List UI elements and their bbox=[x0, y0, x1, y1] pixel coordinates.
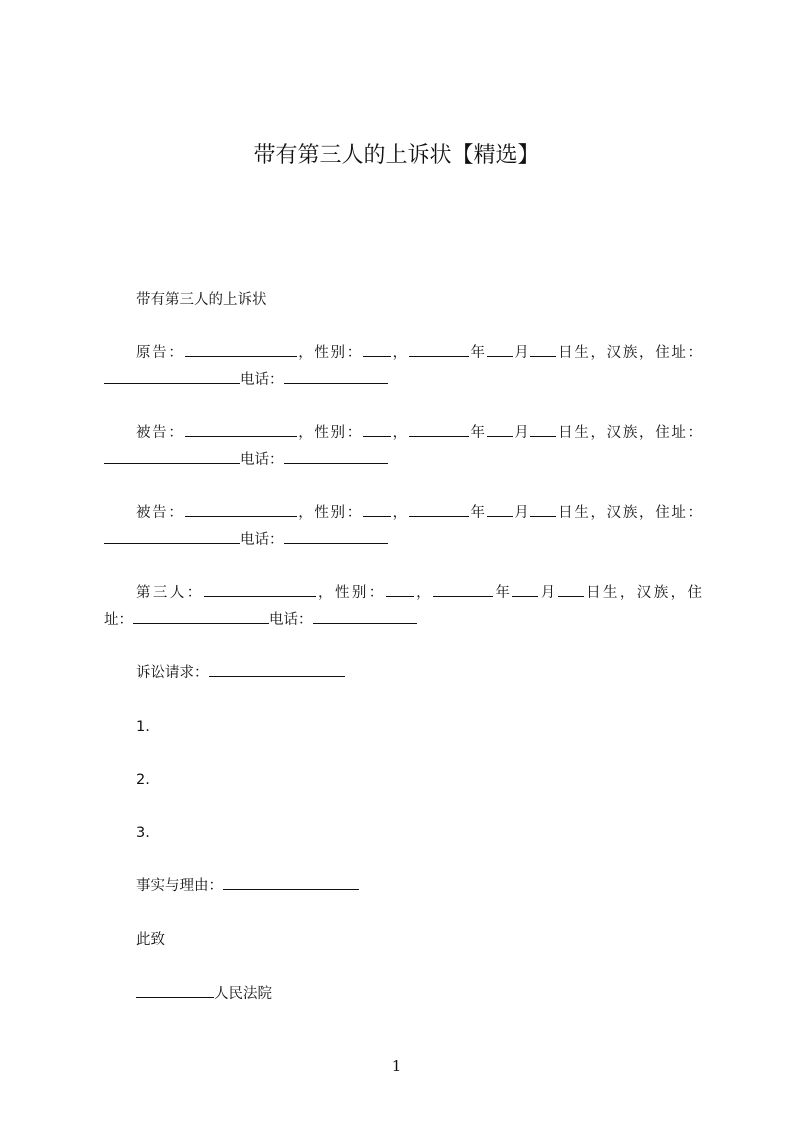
party-defendant-2 bbox=[104, 500, 702, 554]
court-line bbox=[104, 981, 702, 1008]
closing-line: 此致 bbox=[136, 932, 165, 948]
court-label: 人民法院 bbox=[214, 986, 272, 1002]
month-blank[interactable] bbox=[487, 344, 513, 357]
party-line-2 bbox=[104, 367, 702, 394]
separator: ， bbox=[390, 505, 409, 521]
name-blank[interactable] bbox=[204, 584, 316, 597]
address-blank[interactable] bbox=[104, 371, 240, 384]
document-title: 带有第三人的上诉状【精选】 bbox=[253, 143, 540, 168]
party-line-1 bbox=[104, 340, 702, 367]
day-blank[interactable] bbox=[530, 344, 556, 357]
gender-label: ，性别： bbox=[296, 425, 363, 441]
month-label: 月 bbox=[512, 505, 531, 521]
phone-blank[interactable] bbox=[284, 451, 388, 464]
claim-item-2: 2. bbox=[136, 772, 150, 788]
gender-label: ，性别： bbox=[296, 505, 363, 521]
claims-label: 诉讼请求： bbox=[136, 665, 209, 681]
phone-label: 电话： bbox=[240, 372, 284, 388]
address-blank[interactable] bbox=[104, 451, 240, 464]
claim-item-3: 3. bbox=[136, 825, 150, 841]
birth-address-label: 日生，汉族，住址： bbox=[556, 345, 703, 361]
name-blank[interactable] bbox=[185, 424, 297, 437]
phone-label: 电话： bbox=[269, 612, 313, 628]
birth-address-label: 日生，汉族，住 bbox=[583, 585, 703, 601]
name-blank[interactable] bbox=[185, 504, 297, 517]
party-defendant-1 bbox=[104, 420, 702, 474]
month-label: 月 bbox=[512, 425, 531, 441]
birth-address-label: 日生，汉族，住址： bbox=[556, 425, 703, 441]
month-blank[interactable] bbox=[512, 584, 538, 597]
year-label: 年 bbox=[468, 505, 487, 521]
year-label: 年 bbox=[468, 345, 487, 361]
party-plaintiff bbox=[104, 340, 702, 394]
facts-section bbox=[104, 873, 702, 900]
document-heading: 带有第三人的上诉状 bbox=[136, 292, 267, 308]
year-blank[interactable] bbox=[433, 584, 493, 597]
name-blank[interactable] bbox=[185, 344, 297, 357]
month-label: 月 bbox=[538, 585, 558, 601]
gender-blank[interactable] bbox=[363, 504, 391, 517]
birth-address-label: 日生，汉族，住址： bbox=[556, 505, 703, 521]
gender-label: ，性别： bbox=[315, 585, 386, 601]
month-label: 月 bbox=[512, 345, 531, 361]
separator: ， bbox=[390, 345, 409, 361]
separator: ， bbox=[413, 585, 434, 601]
gender-blank[interactable] bbox=[363, 344, 391, 357]
gender-blank[interactable] bbox=[386, 584, 414, 597]
facts-label: 事实与理由： bbox=[136, 878, 223, 894]
phone-blank[interactable] bbox=[313, 611, 417, 624]
party-line-1 bbox=[104, 500, 702, 527]
claim-item-1: 1. bbox=[136, 719, 150, 735]
claims-blank[interactable] bbox=[209, 664, 345, 677]
year-label: 年 bbox=[493, 585, 513, 601]
party-role: 原告： bbox=[136, 345, 185, 361]
address-blank[interactable] bbox=[104, 531, 240, 544]
phone-blank[interactable] bbox=[284, 371, 388, 384]
party-line-2 bbox=[104, 447, 702, 474]
phone-blank[interactable] bbox=[284, 531, 388, 544]
party-line-1 bbox=[104, 420, 702, 447]
day-blank[interactable] bbox=[530, 424, 556, 437]
phone-label: 电话： bbox=[240, 532, 284, 548]
day-blank[interactable] bbox=[530, 504, 556, 517]
year-blank[interactable] bbox=[409, 504, 469, 517]
facts-blank[interactable] bbox=[223, 877, 359, 890]
month-blank[interactable] bbox=[487, 424, 513, 437]
court-blank[interactable] bbox=[136, 985, 214, 998]
page-number: 1 bbox=[391, 1057, 402, 1075]
party-line-2 bbox=[104, 527, 702, 554]
day-blank[interactable] bbox=[558, 584, 584, 597]
party-line-1 bbox=[104, 580, 702, 607]
claims-section bbox=[104, 660, 702, 687]
party-role: 被告： bbox=[136, 425, 185, 441]
year-blank[interactable] bbox=[409, 344, 469, 357]
year-blank[interactable] bbox=[409, 424, 469, 437]
gender-label: ，性别： bbox=[296, 345, 363, 361]
party-third bbox=[104, 580, 702, 634]
separator: ， bbox=[390, 425, 409, 441]
address-label-cont: 址： bbox=[104, 612, 133, 628]
party-role: 被告： bbox=[136, 505, 185, 521]
month-blank[interactable] bbox=[487, 504, 513, 517]
gender-blank[interactable] bbox=[363, 424, 391, 437]
party-line-2 bbox=[104, 607, 702, 634]
address-blank[interactable] bbox=[133, 611, 269, 624]
phone-label: 电话： bbox=[240, 452, 284, 468]
party-role: 第三人： bbox=[136, 585, 204, 601]
year-label: 年 bbox=[468, 425, 487, 441]
